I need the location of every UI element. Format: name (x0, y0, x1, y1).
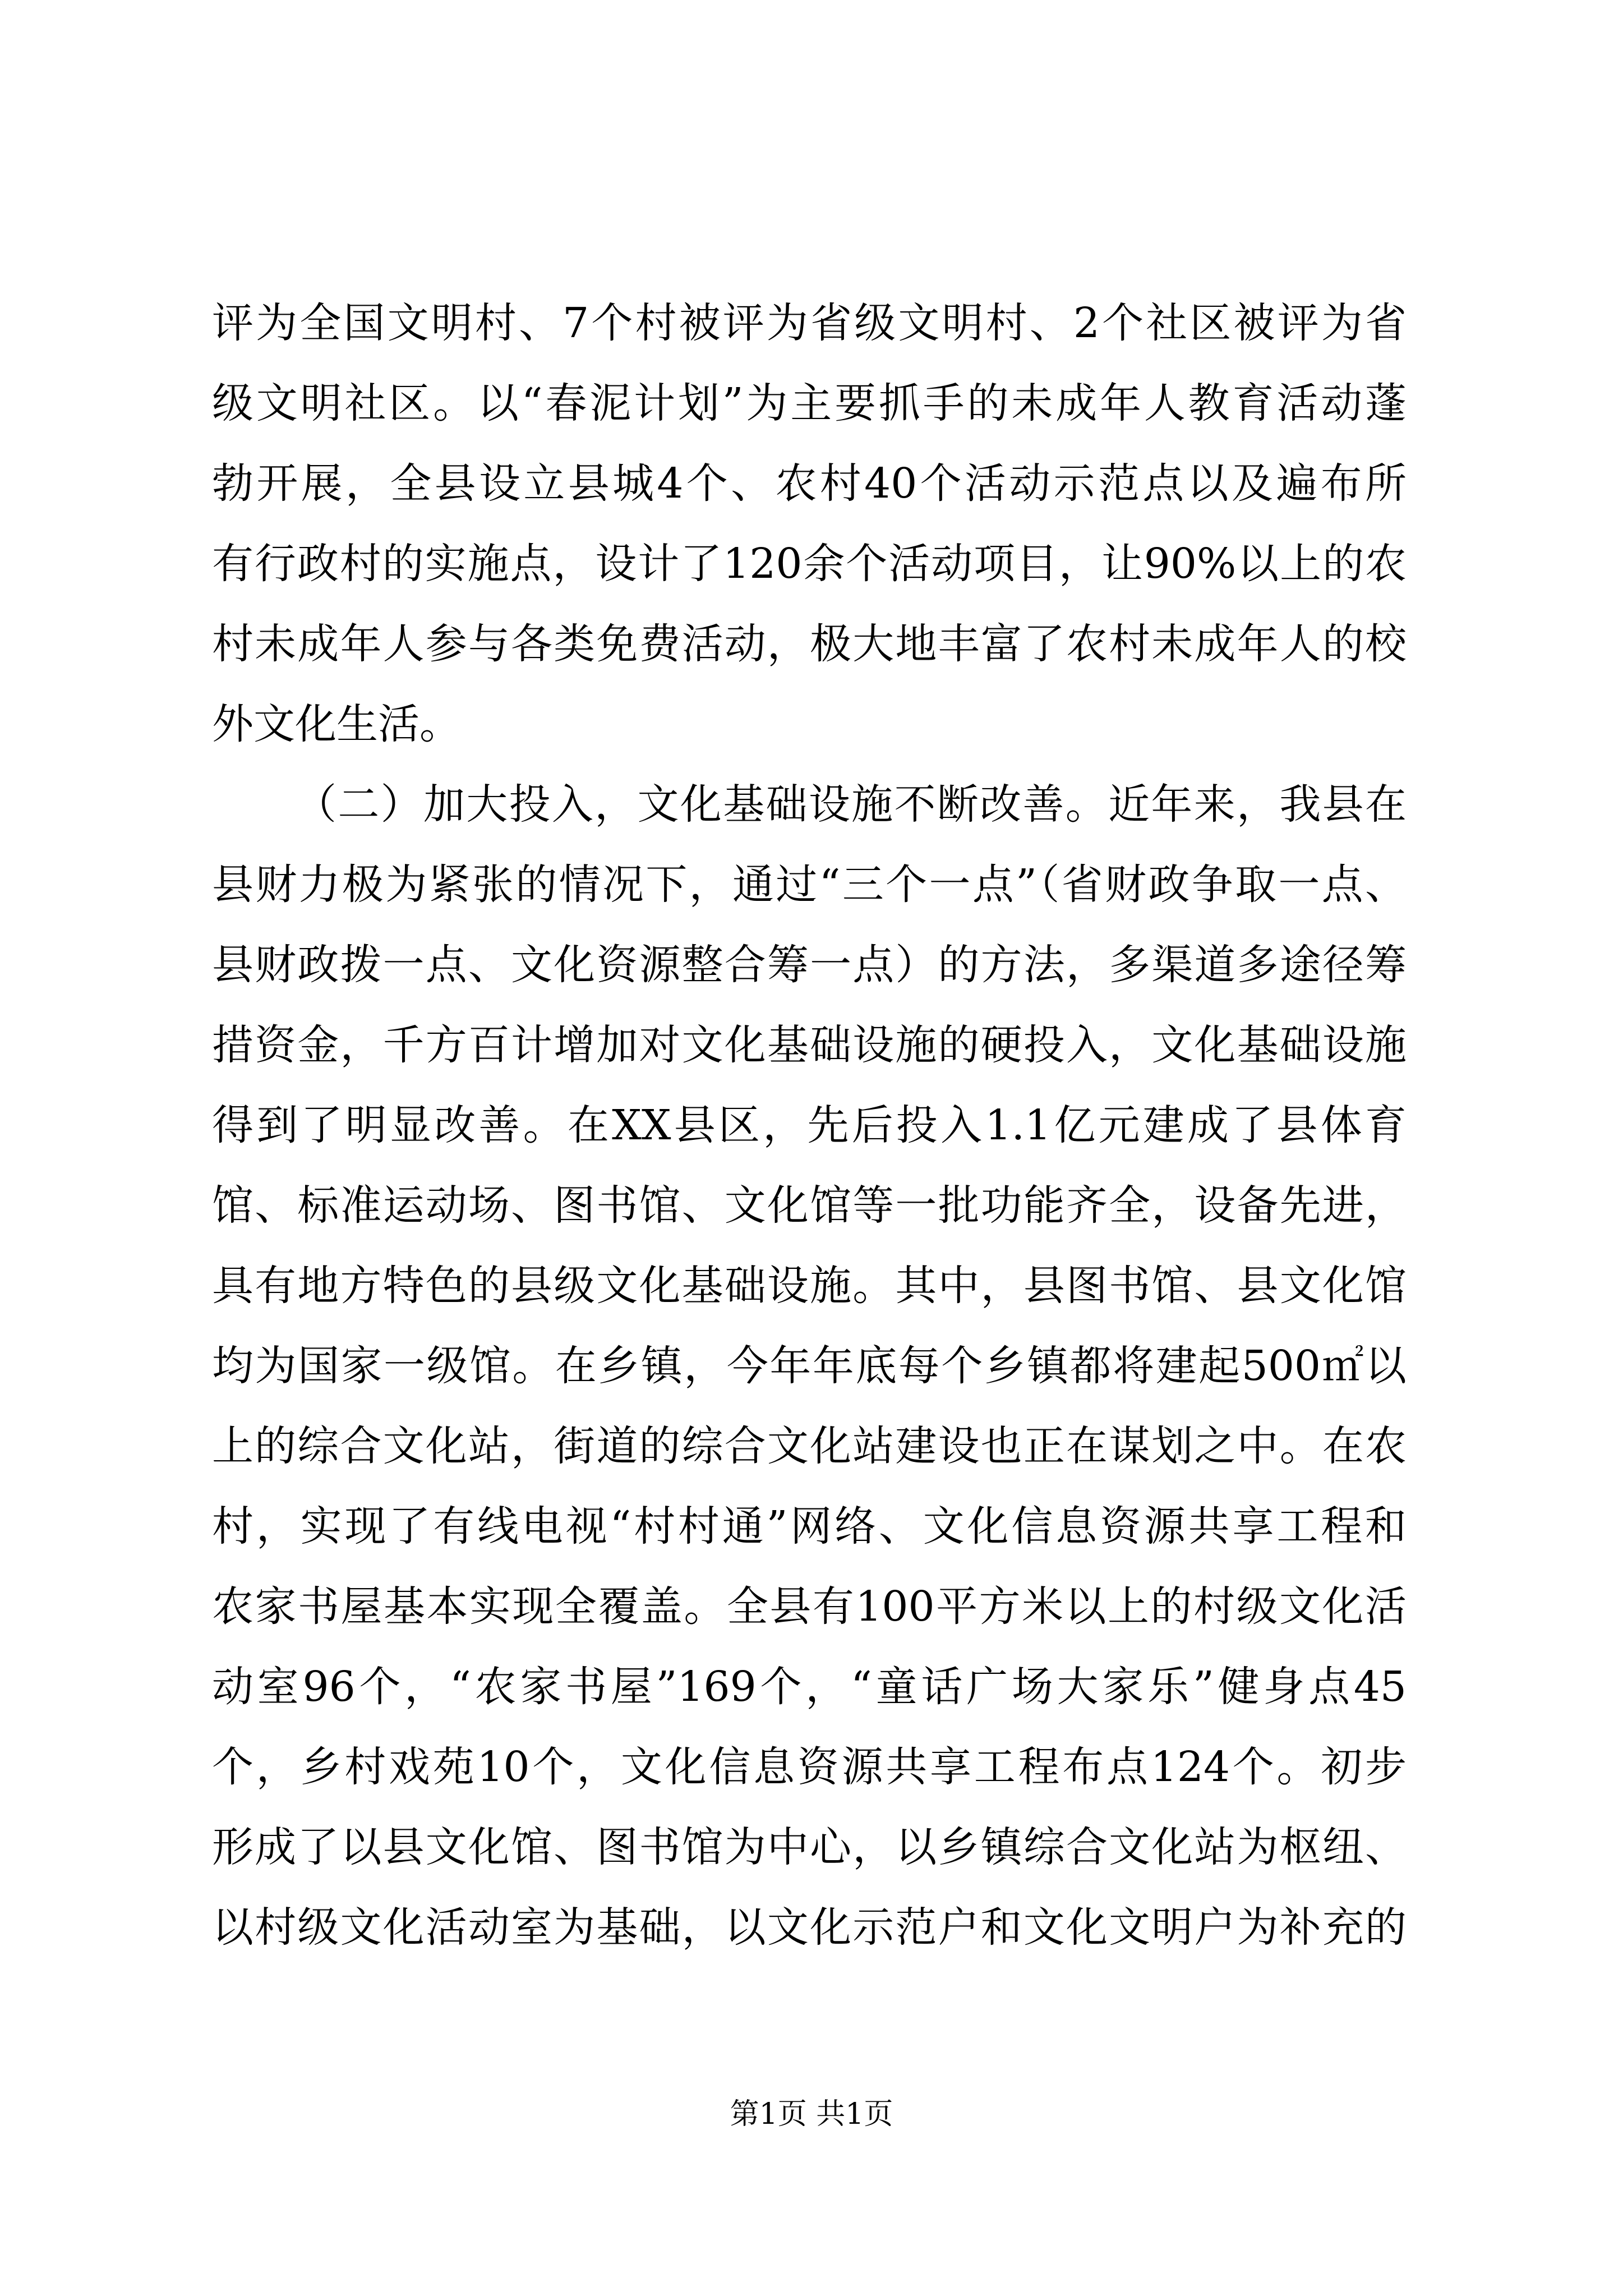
text-line: 外文化生活。 (212, 700, 461, 748)
text-line: 县财政拨一点、文化资源整合筹一点）的方法，多渠道多途径筹 (212, 941, 1407, 989)
text-line: 动室96个，“农家书屋”169个，“童话广场大家乐”健身点45 (212, 1663, 1407, 1711)
text-line: 有行政村的实施点，设计了120余个活动项目，让90%以上的农 (212, 540, 1407, 588)
paragraph-start-line: （二）加大投入，文化基础设施不断改善。近年来，我县在 (295, 780, 1407, 829)
text-line: 村未成年人参与各类免费活动，极大地丰富了农村未成年人的校 (212, 620, 1407, 668)
text-line: 村，实现了有线电视“村村通”网络、文化信息资源共享工程和 (212, 1502, 1407, 1550)
text-line: 个，乡村戏苑10个，文化信息资源共享工程布点124个。初步 (212, 1743, 1407, 1791)
text-line: 级文明社区。以“春泥计划”为主要抓手的未成年人教育活动蓬 (212, 379, 1407, 427)
text-line: 评为全国文明村、7个村被评为省级文明村、2个社区被评为省 (212, 299, 1407, 347)
text-line: 农家书屋基本实现全覆盖。全县有100平方米以上的村级文化活 (212, 1582, 1407, 1631)
text-line: 得到了明显改善。在XX县区，先后投入1.1亿元建成了县体育 (212, 1101, 1407, 1149)
text-line: 勃开展，全县设立县城4个、农村40个活动示范点以及遍布所 (212, 459, 1407, 508)
text-line: 形成了以县文化馆、图书馆为中心，以乡镇综合文化站为枢纽、 (212, 1823, 1407, 1871)
text-line: 措资金，千方百计增加对文化基础设施的硬投入，文化基础设施 (212, 1021, 1407, 1069)
text-line: 上的综合文化站，街道的综合文化站建设也正在谋划之中。在农 (212, 1422, 1407, 1470)
text-line: 具有地方特色的县级文化基础设施。其中，县图书馆、县文化馆 (212, 1262, 1407, 1310)
text-line: 馆、标准运动场、图书馆、文化馆等一批功能齐全，设备先进， (212, 1181, 1407, 1230)
text-line: 县财力极为紧张的情况下，通过“三个一点”（省财政争取一点、 (212, 861, 1407, 909)
body-text (212, 283, 1407, 1968)
text-line: 以村级文化活动室为基础，以文化示范户和文化文明户为补充的 (212, 1903, 1407, 1952)
text-line: 均为国家一级馆。在乡镇，今年年底每个乡镇都将建起500㎡以 (212, 1342, 1407, 1390)
page-footer: 第1页 共1页 (730, 2097, 893, 2131)
